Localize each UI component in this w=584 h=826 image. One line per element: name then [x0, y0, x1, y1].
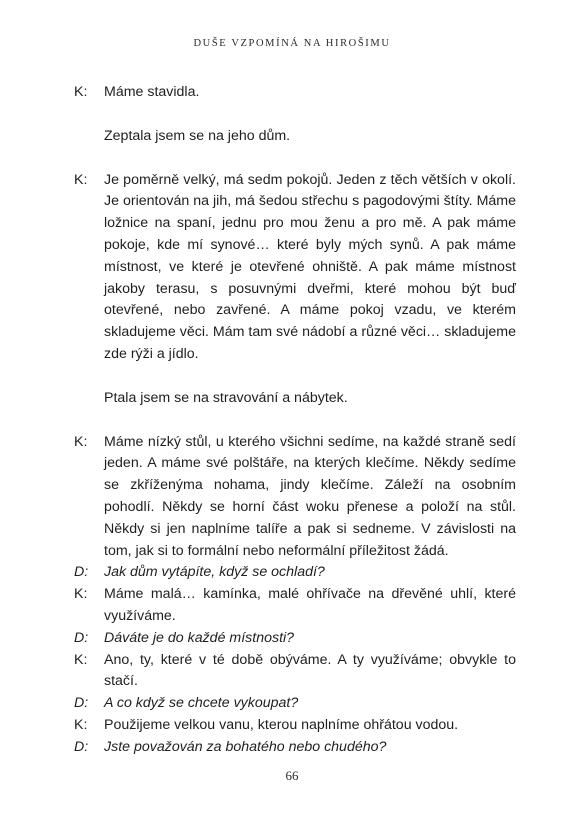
- narration-text: Zeptala jsem se na jeho dům.: [104, 127, 291, 144]
- dialogue-line: [74, 584, 516, 628]
- dialogue-line: [74, 562, 516, 584]
- speaker-label: K:: [74, 586, 88, 603]
- dialogue-line: [74, 693, 516, 715]
- question-text: Jste považován za bohatého nebo chudého?: [104, 738, 387, 755]
- speaker-label: D:: [74, 629, 89, 646]
- speaker-label: K:: [74, 171, 88, 188]
- narration-text: Ptala jsem se na stravování a nábytek.: [104, 389, 348, 406]
- question-text: A co když se chcete vykoupat?: [104, 695, 299, 712]
- dialogue-line: [74, 737, 516, 759]
- dialogue-text: Je poměrně velký, má sedm pokojů. Jeden z těch větších v okolí. Je orientován na jih, má šedou střechu s pagodovými štíty. Máme ložnice na spaní, jednu pro mou ženu a pro mě. A pak máme pokoje, kde mí synové… které byly mých synů. A pak máme místnost, ve které je otevřené ohniště. A pak máme místnost jakoby terasu, s posuvnými dveřmi, které mohou být buď otevřené, nebo zavřené. A máme pokoj vzadu, ve kterém skladujeme věci. Mám tam své nádobí a různé věci… skladujeme zde rýži a jídlo.: [104, 171, 516, 362]
- dialogue-line: [74, 650, 516, 694]
- dialogue-text: Použijeme velkou vanu, kterou naplníme ohřátou vodou.: [104, 716, 459, 733]
- narration: [74, 126, 516, 148]
- question-text: Jak dům vytápíte, když se ochladí?: [104, 564, 325, 581]
- dialogue-line: [74, 628, 516, 650]
- question-text: Dáváte je do každé místnosti?: [104, 629, 295, 646]
- speaker-label: K:: [74, 716, 88, 733]
- transcript: [74, 82, 516, 759]
- dialogue-text: Máme malá… kamínka, malé ohřívače na dřevěné uhlí, které využíváme.: [104, 586, 516, 624]
- speaker-label: K:: [74, 651, 88, 668]
- narration: [74, 388, 516, 410]
- dialogue-line: [74, 432, 516, 563]
- page-number: 66: [285, 768, 299, 783]
- dialogue-line: [74, 170, 516, 366]
- dialogue-text: Ano, ty, které v té době obýváme. A ty využíváme; obvykle to stačí.: [104, 651, 516, 690]
- dialogue-text: Máme nízký stůl, u kterého všichni sedíme, na každé straně sedí jeden. A máme své polštáře, na kterých klečíme. Někdy sedíme se zkříženýma nohama, jindy klečíme. Záleží na osobním pohodlí. Někdy se horní část woku přenese a položí na stůl. Někdy si jen naplníme talíře a pak si sedneme. V závislosti na tom, jak si to formální nebo neformální příležitost žádá.: [104, 433, 516, 559]
- speaker-label: D:: [74, 695, 89, 712]
- speaker-label: D:: [74, 564, 89, 581]
- running-head: DUŠE VZPOMÍNÁ NA HIROŠIMU: [193, 38, 391, 49]
- dialogue-text: Máme stavidla.: [104, 84, 200, 100]
- dialogue-line: [74, 82, 516, 104]
- speaker-label: K:: [74, 433, 88, 450]
- speaker-label: D:: [74, 738, 89, 755]
- speaker-label: K:: [74, 84, 88, 100]
- dialogue-line: [74, 715, 516, 737]
